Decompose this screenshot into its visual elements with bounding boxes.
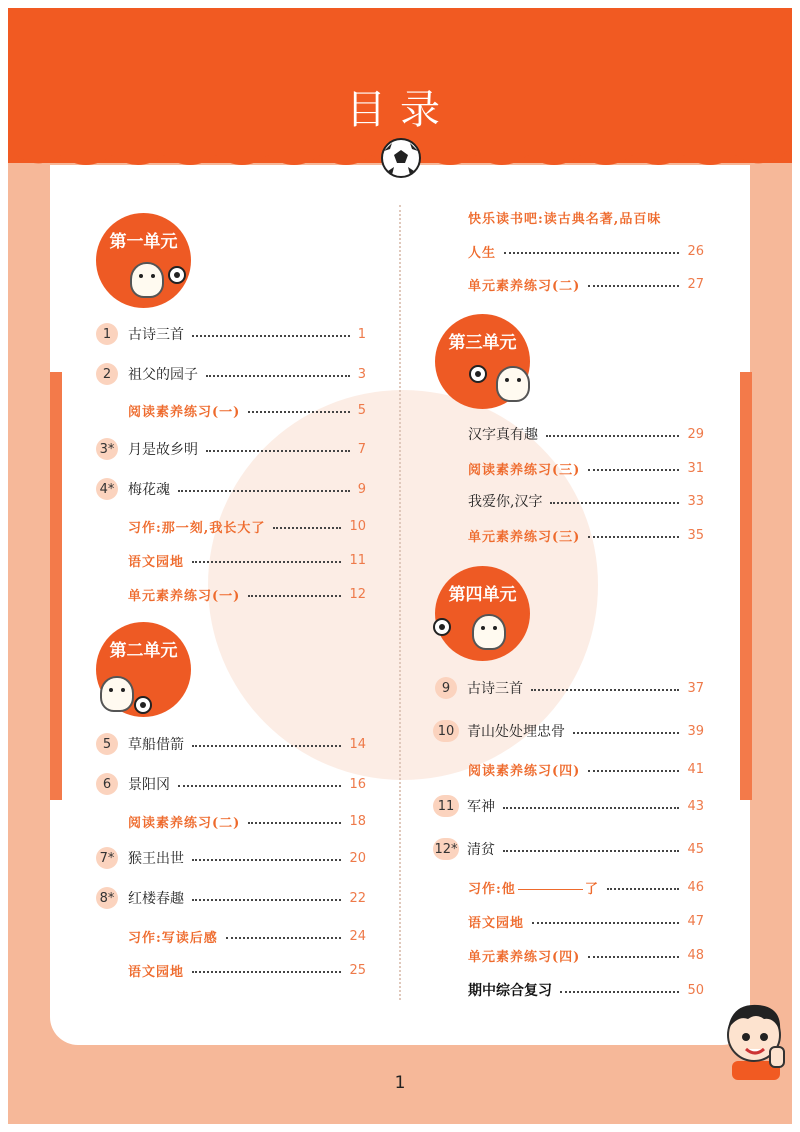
leader-dots [192,899,341,901]
mascot-icon [472,614,506,650]
page-number: 48 [687,947,704,963]
page-number: 12 [349,586,366,602]
toc-title: 习作:那一刻,我长大了 [128,520,266,536]
toc-entry[interactable] [433,794,704,818]
leader-dots [178,785,341,787]
toc-title: 阅读素养练习(四) [468,763,581,779]
leader-dots [504,252,679,254]
page-title: 目录 [346,87,454,133]
page-number: 41 [687,761,704,777]
page-number: 37 [687,680,704,696]
page-number: 7 [357,441,366,457]
toc-entry[interactable] [128,582,366,606]
toc-entry[interactable] [433,719,704,743]
toc-title: 语文园地 [128,964,185,980]
leader-dots [206,375,350,377]
page-number: 35 [687,527,704,543]
toc-title: 军神 [467,799,495,815]
page-number: 3 [357,366,366,382]
page-number: 22 [349,890,366,906]
leader-dots [503,850,679,852]
toc-title [468,878,599,897]
toc-title: 人生 [468,245,497,261]
toc-title: 单元素养练习(三) [468,529,581,545]
leader-dots [607,888,680,890]
toc-title: 阅读素养练习(三) [468,462,581,478]
lesson-number: 9 [435,677,457,699]
leader-dots [192,745,341,747]
leader-dots [532,922,679,924]
leader-dots [178,490,350,492]
toc-entry[interactable] [468,757,704,781]
lesson-number: 12* [433,838,459,860]
soccer-ball-icon [134,696,152,714]
page-number: 46 [687,879,704,895]
toc-entry[interactable] [468,456,704,480]
leader-dots [560,991,679,993]
lesson-number: 5 [96,733,118,755]
soccer-ball-icon [168,266,186,284]
toc-title: 期中综合复习 [468,983,552,999]
page-number: 27 [687,276,704,292]
page-number: 26 [687,243,704,259]
toc-entry[interactable] [128,548,366,572]
page-number: 1 [357,326,366,342]
toc-title: 青山处处埋忠骨 [467,724,565,740]
leader-dots [192,859,341,861]
toc-entry[interactable] [468,978,704,1002]
leader-dots [588,469,679,471]
unit-label: 第二单元 [109,641,178,661]
right-accent-bar [740,372,752,800]
toc-title-prefix: 习作:他 [468,881,516,897]
toc-entry[interactable] [435,676,704,700]
leader-dots [588,536,679,538]
toc-title: 阅读素养练习(二) [128,815,241,831]
lesson-number: 10 [433,720,459,742]
toc-entry[interactable] [96,732,366,756]
lesson-number: 2 [96,363,118,385]
soccer-ball-icon [433,618,451,636]
mascot-icon [130,262,164,298]
toc-entry[interactable] [468,205,708,229]
toc-title: 古诗三首 [467,681,523,697]
leader-dots [273,527,341,529]
toc-entry[interactable] [128,514,366,538]
toc-entry[interactable] [128,924,366,948]
leader-dots [588,956,679,958]
page-number: 16 [349,776,366,792]
toc-entry[interactable] [468,239,704,263]
leader-dots [248,411,349,413]
page-number: 29 [687,426,704,442]
left-accent-bar [50,372,62,800]
leader-dots [192,335,350,337]
toc-title-suffix: 了 [584,881,599,897]
toc-entry[interactable] [96,362,366,386]
toc-entry[interactable] [128,398,366,422]
toc-title: 古诗三首 [128,327,184,343]
leader-dots [588,770,679,772]
lesson-number: 7* [96,847,118,869]
page-number-footer: 1 [394,1073,406,1093]
toc-entry[interactable] [468,943,704,967]
unit-label: 第一单元 [109,232,178,252]
toc-title: 祖父的园子 [128,367,198,383]
page-number: 18 [349,813,366,829]
leader-dots [546,435,679,437]
toc-title: 草船借箭 [128,737,184,753]
leader-dots [503,807,679,809]
toc-title: 梅花魂 [128,482,170,498]
toc-entry[interactable] [96,886,366,910]
toc-title: 红楼春趣 [128,891,184,907]
toc-title: 月是故乡明 [128,442,198,458]
toc-title: 快乐读书吧:读古典名著,品百味 [468,211,662,227]
toc-title: 语文园地 [128,554,185,570]
leader-dots [550,502,679,504]
toc-title: 单元素养练习(二) [468,278,581,294]
leader-dots [226,937,342,939]
page-number: 25 [349,962,366,978]
unit-label: 第三单元 [448,333,517,353]
page-number: 33 [687,493,704,509]
lesson-number: 4* [96,478,118,500]
leader-dots [206,450,350,452]
toc-title: 单元素养练习(四) [468,949,581,965]
lesson-number: 1 [96,323,118,345]
page-number: 43 [687,798,704,814]
soccer-ball-icon [469,365,487,383]
toc-entry[interactable] [96,322,366,346]
lesson-number: 11 [433,795,459,817]
lesson-number: 8* [96,887,118,909]
leader-dots [192,561,341,563]
toc-entry[interactable] [128,958,366,982]
toc-title: 汉字真有趣 [468,427,538,443]
toc-entry[interactable] [96,772,366,796]
leader-dots [588,285,679,287]
toc-entry[interactable] [468,875,704,899]
cartoon-boy-icon [718,995,788,1080]
page-number: 5 [357,402,366,418]
page-number: 20 [349,850,366,866]
unit-label: 第四单元 [448,585,517,605]
page-number: 50 [687,982,704,998]
leader-dots [531,689,679,691]
toc-entry[interactable] [96,477,366,501]
leader-dots [192,971,341,973]
leader-dots [573,732,679,734]
toc-title: 语文园地 [468,915,525,931]
page-number: 47 [687,913,704,929]
column-divider [399,205,401,1000]
leader-dots [248,822,341,824]
toc-entry[interactable] [96,437,366,461]
toc-entry[interactable] [468,422,704,446]
toc-entry[interactable] [468,272,704,296]
soccer-ball-icon [380,137,422,179]
page-number: 9 [357,481,366,497]
mascot-icon [100,676,134,712]
fill-in-blank [518,889,583,890]
toc-title: 猴王出世 [128,851,184,867]
toc-title: 习作:写读后感 [128,930,218,946]
toc-entry[interactable] [468,523,704,547]
leader-dots [248,595,341,597]
toc-entry[interactable] [468,489,704,513]
toc-title: 景阳冈 [128,777,170,793]
toc-title: 单元素养练习(一) [128,588,241,604]
toc-entry[interactable] [128,809,366,833]
mascot-icon [496,366,530,402]
toc-entry[interactable] [468,909,704,933]
page-number: 11 [349,552,366,568]
toc-title: 清贫 [467,842,495,858]
page-number: 45 [687,841,704,857]
page-number: 39 [687,723,704,739]
lesson-number: 3* [96,438,118,460]
toc-entry[interactable] [433,837,704,861]
toc-entry[interactable] [96,846,366,870]
page-number: 10 [349,518,366,534]
lesson-number: 6 [96,773,118,795]
page-number: 14 [349,736,366,752]
page-number: 31 [687,460,704,476]
page-number: 24 [349,928,366,944]
toc-title: 我爱你,汉字 [468,494,543,510]
toc-title: 阅读素养练习(一) [128,404,241,420]
